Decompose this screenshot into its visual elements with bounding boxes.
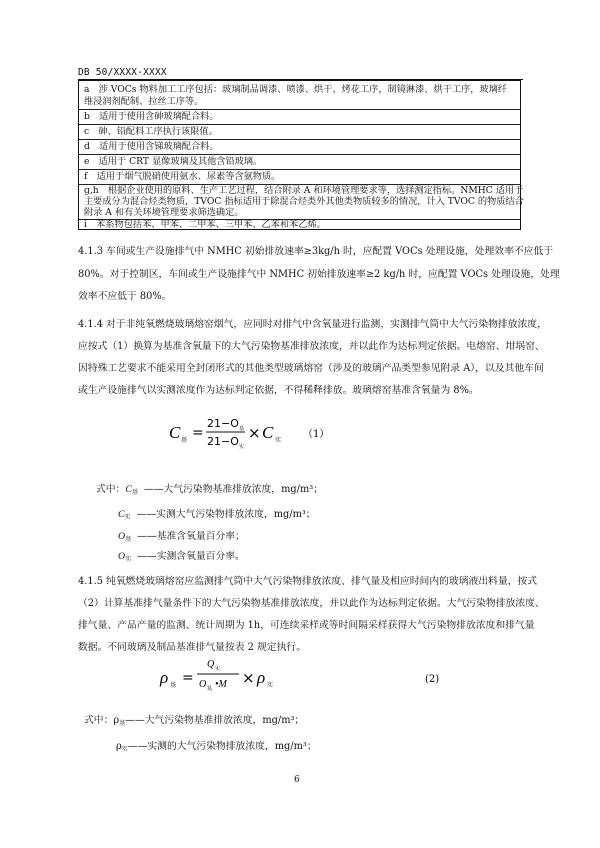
definition-text: ——实测的大气污染物排放浓度，mg/m³； <box>127 741 317 752</box>
formula1-den-sub: 实 <box>239 444 245 450</box>
note-line: b 适用于使用含砷玻璃配合料。 <box>84 111 219 122</box>
definition-symbol: ρ <box>116 741 122 752</box>
formula1-num-sub: 基 <box>239 426 245 432</box>
note-line: a 涉 VOCs 物料加工工序包括：玻璃制品调漆、喷漆、烘干、烤花工序，制镜淋漆、烘干工序，玻璃纤 <box>84 84 507 95</box>
formula-1 <box>165 405 365 463</box>
clause-4-1-4-line: 应按式（1）换算为基准含氧量下的大气污染物基准排放浓度，并以此作为达标判定依据。电熔窑、坩埚窑、 <box>78 341 545 352</box>
definition-subscript: 基 <box>119 720 126 727</box>
definition-text: ——实测含氧量百分率。 <box>137 551 245 562</box>
formula1-rhs-symbol: C <box>262 423 274 442</box>
clause-4-1-5-line: 数据。不同玻璃及制品基准排气量按表 2 规定执行。 <box>78 642 306 653</box>
formula1-numerator: 21−O <box>207 417 239 430</box>
note-separator <box>78 169 521 170</box>
formula-2 <box>155 652 455 700</box>
definition-symbol: C <box>118 509 125 520</box>
clause-4-1-3-line: 4.1.3 车间或生产设施排气中 NMHC 初始排放速率≥3kg/h 时，应配置 VOCs 处理设施，处理效率不应低于 <box>78 246 554 257</box>
clause-4-1-3-line: 效率不应低于 80%。 <box>78 291 172 302</box>
definition-line <box>118 551 245 566</box>
formula1-rhs-sub: 实 <box>275 437 282 444</box>
formula1-equals: = <box>192 425 204 441</box>
note-line: 附录 A 和有关环境管理要求筛选确定。 <box>84 207 244 218</box>
clause-4-1-3-line: 80%。对于控制区，车间或生产设施排气中 NMHC 初始排放速率≥2 kg/h 时，应配置 VOCs 处理设施，处理 <box>78 269 560 280</box>
clause-4-1-5-line: 排气量、产品产量的监测、统计周期为 1h，可连续采样或等时间隔采样获得大气污染物排放浓度和排气量 <box>78 620 535 631</box>
clause-4-1-4-line: 4.1.4 对于非纯氧燃烧玻璃熔窑烟气，应同时对排气中含氧量进行监测，实测排气筒中大气污染物排放浓度， <box>78 319 547 330</box>
note-line: f 适用于烟气脱硝使用氨水、尿素等含氨物质。 <box>84 171 281 182</box>
note-line: c 砷、铅配料工序执行该限值。 <box>84 126 218 137</box>
definition-line <box>116 741 317 756</box>
definition-subscript: 实 <box>124 514 131 521</box>
definition-subscript: 基 <box>125 536 132 543</box>
formula2-equals: = <box>182 670 194 686</box>
formula2-numerator: Q <box>207 659 215 670</box>
formula2-num-sub: 实 <box>215 666 221 672</box>
definition-symbol: C <box>125 484 132 495</box>
note-line: 主要成分为混合烃类物质，TVOC 指标适用于除混合烃类外其他类物质较多的情况，计入 TVOC 的物质结合 <box>84 196 524 207</box>
definition-text: ——基准含氧量百分率； <box>137 531 245 542</box>
note-separator <box>78 154 521 155</box>
definition-subscript: 基 <box>131 489 138 496</box>
definition-line <box>118 509 316 524</box>
definition-text: ——大气污染物基准排放浓度，mg/m³； <box>125 715 305 726</box>
formula2-times: × <box>242 669 255 687</box>
definition-prefix: 式中： <box>84 715 114 726</box>
formula1-times: × <box>248 424 261 442</box>
note-line: e 适用于 CRT 显像玻璃及其他含铅玻璃。 <box>84 156 263 167</box>
formula1-lhs-symbol: C <box>169 423 181 442</box>
definition-text: ——实测大气污染物排放浓度，mg/m³； <box>136 509 316 520</box>
definition-symbol: ρ <box>113 715 120 726</box>
formula2-lhs-sub: 基 <box>170 682 177 689</box>
definition-symbol: O <box>118 531 126 542</box>
definition-line <box>96 484 323 499</box>
formula2-den-tail: •M <box>215 679 227 690</box>
formula2-rhs-sub: 实 <box>267 682 274 689</box>
definition-prefix: 式中： <box>96 484 126 495</box>
note-line: d 适用于使用含锑玻璃配合料。 <box>84 141 219 152</box>
formula2-lhs-symbol: ρ <box>160 668 169 687</box>
document-header-code: DB 50/XXXX-XXXX <box>78 67 167 78</box>
clause-4-1-5-line: 4.1.5 纯氧燃烧玻璃熔窑应监测排气筒中大气污染物排放浓度、排气量及相应时间内的玻璃液出料量，按式 <box>78 576 538 587</box>
formula2-denominator: O <box>199 679 207 690</box>
definition-symbol: O <box>118 551 126 562</box>
formula1-number: （1） <box>303 429 330 440</box>
definition-line <box>118 531 245 546</box>
page-number: 6 <box>294 775 300 785</box>
note-line: 维浸润剂配制、拉丝工序等。 <box>84 96 204 107</box>
formula1-lhs-sub: 基 <box>181 437 188 444</box>
note-separator <box>78 109 521 110</box>
note-separator <box>78 124 521 125</box>
note-line: g,h 根据企业使用的原料、生产工艺过程，结合附录 A 和环境管理要求等，选择测定指标。NMHC 适用于 <box>84 185 524 196</box>
formula2-number: (2) <box>425 674 440 685</box>
clause-4-1-4-line: 或生产设施排气以实测浓度作为达标判定依据，不得稀释排放。玻璃熔窑基准含氧量为 8%。 <box>78 385 479 396</box>
note-line: i 苯系物包括苯、甲苯、二甲苯、三甲苯、乙苯和苯乙烯。 <box>84 219 326 230</box>
formula1-denominator: 21−O <box>207 435 239 448</box>
definition-text: ——大气污染物基准排放浓度，mg/m³； <box>143 484 323 495</box>
definition-subscript: 实 <box>121 746 128 753</box>
clause-4-1-4-line: 因特殊工艺要求不能采用全封闭形式的其他类型玻璃熔窑（涉及的玻璃产品类型参见附录 A），以及其他车间 <box>78 363 544 374</box>
note-separator <box>78 139 521 140</box>
formula2-den-sub: 基 <box>207 686 213 692</box>
definition-subscript: 实 <box>125 556 132 563</box>
formula2-rhs-symbol: ρ <box>257 668 266 687</box>
clause-4-1-5-line: （2）计算基准排气量条件下的大气污染物基准排放浓度，并以此作为达标判定依据。大气污染物排放浓度、 <box>78 598 545 609</box>
definition-line <box>84 715 304 730</box>
